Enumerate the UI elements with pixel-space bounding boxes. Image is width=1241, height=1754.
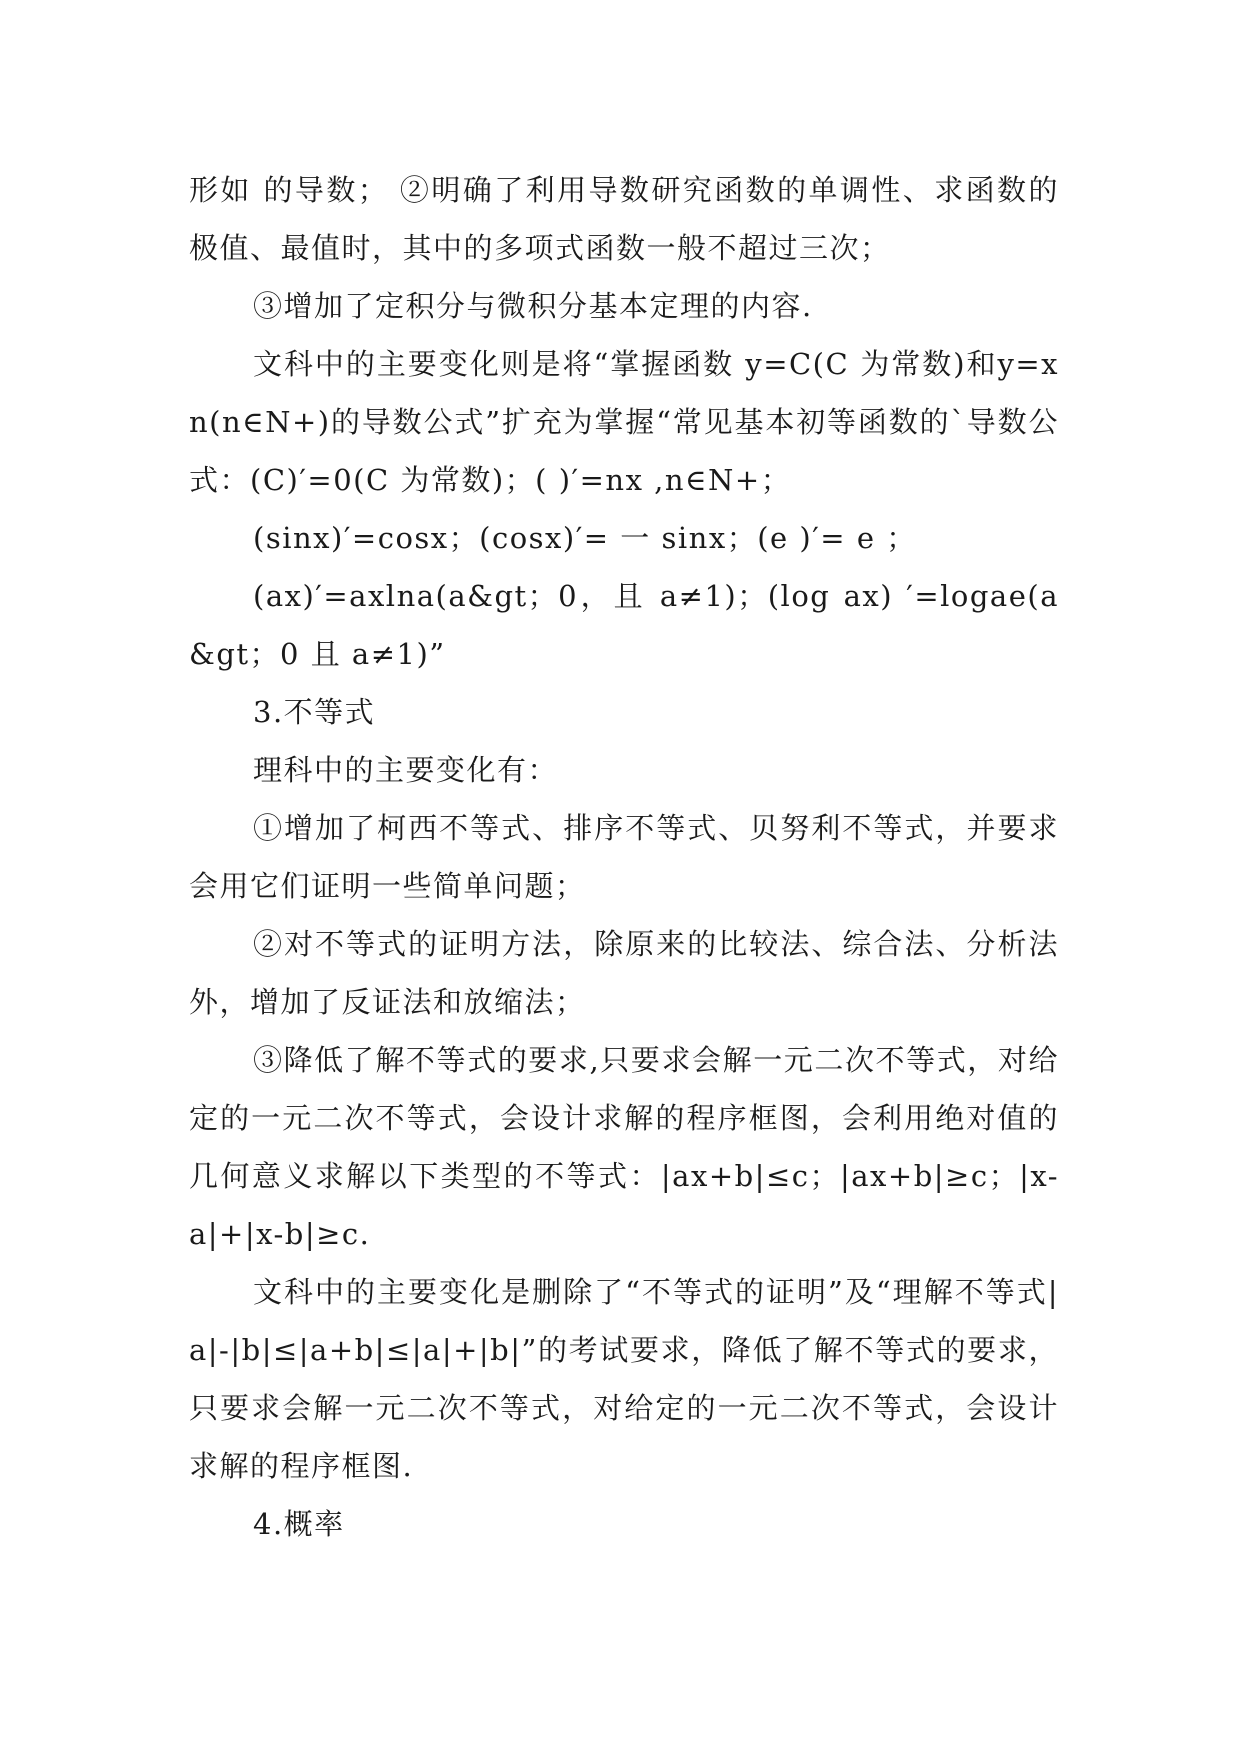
paragraph-inequality-item-2: ②对不等式的证明方法，除原来的比较法、综合法、分析法外，增加了反证法和放缩法； xyxy=(189,927,1059,1019)
paragraph-science-changes: 理科中的主要变化有： xyxy=(253,753,559,787)
paragraph-derivative-form: 形如 的导数； ②明确了利用导数研究函数的单调性、求函数的极值、最值时，其中的多项式函数一般不超过三次； xyxy=(189,173,1059,265)
section-heading-inequality: 3.不等式 xyxy=(253,695,376,729)
paragraph-liberal-arts-inequality: 文科中的主要变化是删除了“不等式的证明”及“理解不等式|a|-|b|≤|a+b|≤|a|+|b|”的考试要求，降低了解不等式的要求，只要求会解一元二次不等式，对给定的一元二次不等式，会设计求解的程序框图. xyxy=(189,1275,1059,1483)
paragraph-definite-integral: ③增加了定积分与微积分基本定理的内容. xyxy=(253,289,813,323)
section-heading-probability: 4.概率 xyxy=(253,1507,345,1541)
paragraph-exp-log-derivatives: (ax)′=axlna(a&gt；0，且 a≠1)；(log ax) ′=logae(a&gt；0 且 a≠1)” xyxy=(189,579,1059,671)
paragraph-liberal-arts-derivative: 文科中的主要变化则是将“掌握函数 y=C(C 为常数)和y=xn(n∈N+)的导数公式”扩充为掌握“常见基本初等函数的`导数公式：(C)′=0(C 为常数)；( )′=nx ,n∈N+； xyxy=(189,347,1059,497)
paragraph-inequality-item-3: ③降低了解不等式的要求,只要求会解一元二次不等式，对给定的一元二次不等式，会设计求解的程序框图，会利用绝对值的几何意义求解以下类型的不等式：|ax+b|≤c；|ax+b|≥c；|x-a|+|x-b|≥c. xyxy=(189,1043,1059,1251)
document-body xyxy=(189,161,1059,1553)
paragraph-trig-derivatives: (sinx)′=cosx；(cosx)′= 一 sinx；(e )′= e ； xyxy=(253,521,917,555)
paragraph-inequality-item-1: ①增加了柯西不等式、排序不等式、贝努利不等式，并要求会用它们证明一些简单问题； xyxy=(189,811,1059,903)
